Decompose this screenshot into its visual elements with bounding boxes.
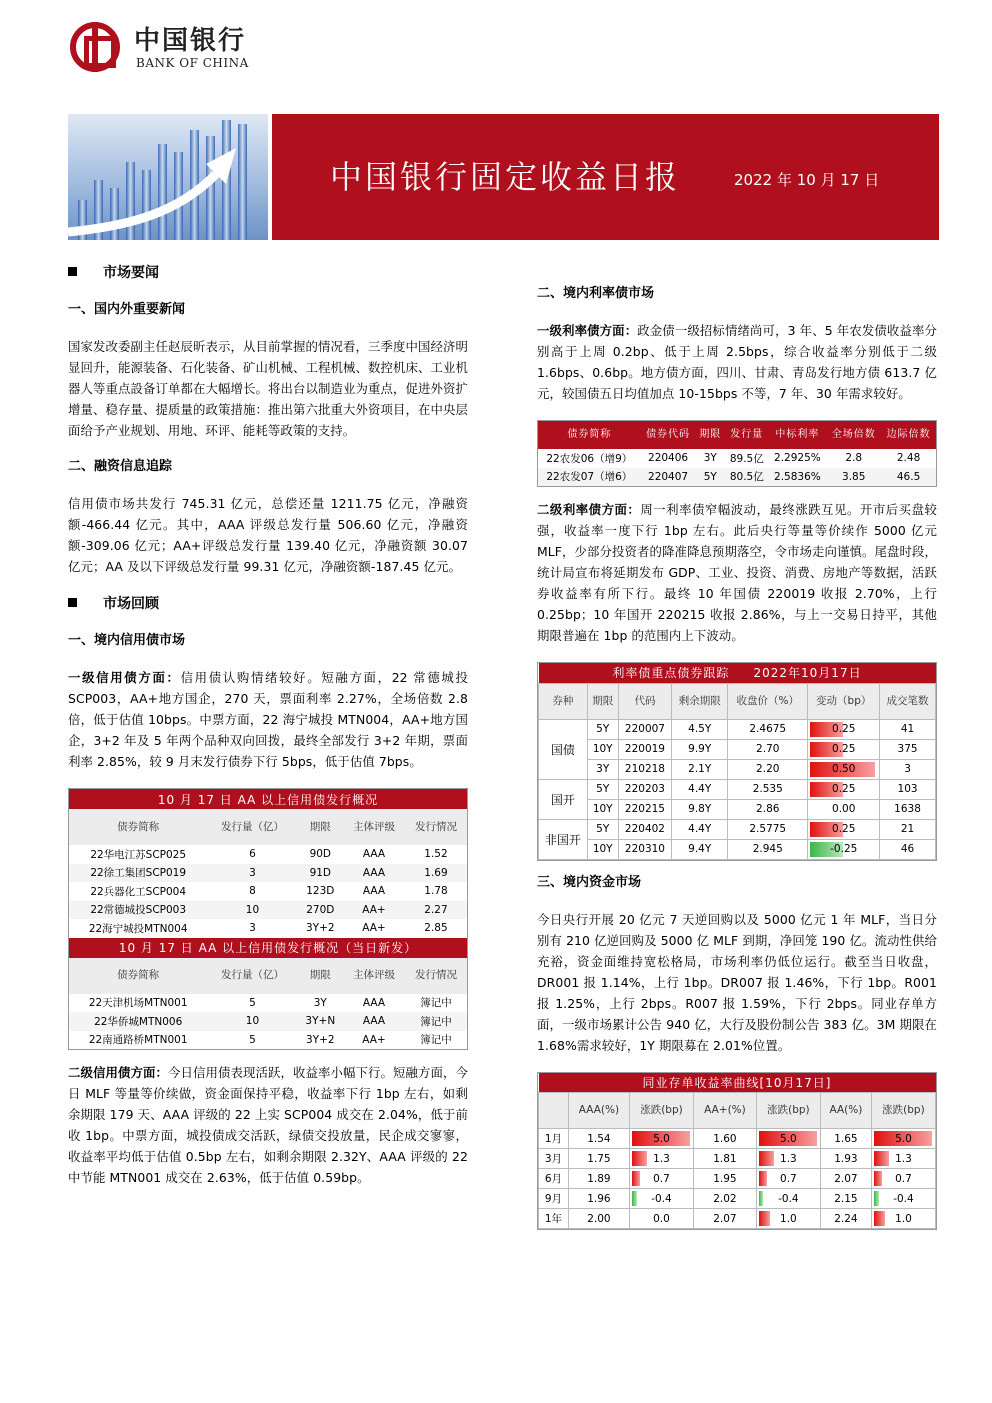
table-cell: 22天津机场MTN001 (88, 997, 188, 1010)
table-cell: 9月 (539, 1189, 569, 1209)
subsection-finance: 二、融资信息追踪 (68, 459, 173, 474)
table-cell: 1.54 (568, 1129, 629, 1149)
table-cell: 46 (880, 839, 936, 859)
table-cell: 1.65 (820, 1129, 871, 1149)
subsection-rate-market: 二、境内利率债市场 (537, 286, 655, 301)
table-header (539, 1093, 569, 1129)
table-cell: AA+ (362, 1033, 386, 1046)
table-cell: 1.75 (568, 1149, 629, 1169)
credit-table-title-new: 10 月 17 日 AA 以上信用债发行概况（当日新发） (69, 938, 467, 958)
report-banner (68, 114, 939, 240)
table-cell: 220407 (648, 470, 689, 483)
table-cell: 1.89 (568, 1169, 629, 1189)
table-header: 中标利率 (768, 421, 826, 449)
table-cell: 220310 (618, 839, 672, 859)
table-cell: AA+ (362, 903, 386, 916)
table-cell: 22常德城投SCP003 (90, 904, 187, 917)
finance-paragraph: 信用债市场共发行 745.31 亿元，总偿还量 1211.75 亿元，净融资额-466.44 亿元。其中，AAA 评级总发行量 506.60 亿元，净融资额-309.06 亿元；AA+评级总发行量 139.40 亿元，净融资额 30.07 亿元；AA 及以下评级总发行量 99.31 亿元，净融资额-187.45 亿元。 (68, 496, 468, 574)
change-bar (632, 1191, 637, 1206)
change-cell: 0.25 (808, 779, 880, 799)
change-bar (874, 1211, 886, 1226)
table-row (539, 819, 936, 839)
table-row (539, 1189, 936, 1209)
table-cell: 103 (880, 779, 936, 799)
table-cell: 41 (880, 719, 936, 739)
change-cell: 5.0 (629, 1129, 693, 1149)
change-bar (759, 1171, 767, 1186)
table-cell: 2.24 (820, 1209, 871, 1229)
table-cell: 3Y (313, 996, 327, 1009)
table-cell: 簿记中 (420, 1034, 452, 1047)
table-header: 代码 (618, 683, 672, 719)
table-cell: 46.5 (896, 470, 921, 483)
bond-type-cell: 国开 (539, 779, 588, 819)
change-cell: 1.3 (629, 1149, 693, 1169)
key-bond-table-title: 利率债重点债券跟踪 2022年10月17日 (539, 663, 936, 683)
table-cell: 3Y (587, 759, 618, 779)
table-header: 主体评级 (343, 809, 405, 845)
change-cell: -0.4 (756, 1189, 820, 1209)
table-cell: 2.5775 (728, 819, 808, 839)
table-row (539, 1209, 936, 1229)
table-row (538, 449, 936, 468)
table-cell: 2.07 (820, 1169, 871, 1189)
table-cell: 220402 (618, 819, 672, 839)
logo-english-name: BANK OF CHINA (136, 56, 249, 70)
table-cell: 1年 (539, 1209, 569, 1229)
table-header: 发行情况 (405, 809, 467, 845)
change-cell: 0.7 (629, 1169, 693, 1189)
table-cell: 2.00 (568, 1209, 629, 1229)
table-cell: 4.5Y (672, 719, 728, 739)
table-header: 期限 (298, 809, 343, 845)
table-cell: 21 (880, 819, 936, 839)
table-cell: 22农发07（增6） (546, 471, 633, 484)
table-cell: 22徐工集团SCP019 (90, 867, 187, 880)
key-bond-table (537, 662, 937, 861)
table-cell: 270D (306, 903, 335, 916)
change-cell: 0.00 (808, 799, 880, 819)
report-date: 2022 年 10 月 17 日 (734, 171, 880, 189)
table-cell: 22兵器化工SCP004 (90, 885, 187, 898)
subsection-money-market: 三、境内资金市场 (537, 874, 642, 890)
right-column (537, 284, 937, 1242)
table-cell: 1.81 (694, 1149, 757, 1169)
table-row (69, 994, 467, 1013)
rising-chart-image (68, 114, 272, 240)
table-cell: 9.8Y (672, 799, 728, 819)
table-row (538, 468, 936, 487)
table-cell: 1638 (880, 799, 936, 819)
change-bar (874, 1171, 882, 1186)
table-cell: 89.5亿 (729, 452, 764, 465)
table-header: 涨跌(bp) (871, 1093, 935, 1129)
table-cell: 2.15 (820, 1189, 871, 1209)
change-bar (632, 1171, 640, 1186)
cd-yield-table (537, 1072, 937, 1231)
table-cell: 4.4Y (672, 819, 728, 839)
left-column (68, 262, 468, 1204)
table-row (69, 882, 467, 901)
change-bar (874, 1191, 879, 1206)
table-cell: 3 (249, 866, 256, 879)
subsection-news: 一、国内外重要新闻 (68, 302, 186, 317)
table-cell: 2.20 (728, 759, 808, 779)
table-cell: 3 (880, 759, 936, 779)
change-cell: -0.4 (871, 1189, 935, 1209)
table-cell: AAA (362, 848, 386, 861)
table-header: 涨跌(bp) (756, 1093, 820, 1129)
table-header: AA(%) (820, 1093, 871, 1129)
change-bar (759, 1151, 774, 1166)
table-cell: 91D (309, 866, 332, 879)
news-paragraph: 国家发改委副主任赵辰昕表示，从目前掌握的情况看，三季度中国经济明显回升，能源装备、石化装备、矿山机械、工程机械、数控机床、工业机器人等重点設备订单都在大幅增长。将出台以制造业为重点，促进外资扩增量、稳存量、提质量的政策措施：推出第六批重大外资项目，在中央层面给予产业规划、用地、环评、能耗等政策的支持。 (68, 339, 468, 438)
table-cell: 3Y+2 (306, 922, 335, 935)
table-row (539, 1129, 936, 1149)
table-cell: 1.96 (568, 1189, 629, 1209)
table-cell: 5 (249, 996, 256, 1009)
section-market-review: 市场回顾 (68, 593, 468, 615)
change-cell: 0.50 (808, 759, 880, 779)
table-row (539, 839, 936, 859)
table-header: 期限 (695, 421, 725, 449)
table-cell: 220406 (648, 452, 689, 465)
subsection-credit-market: 一、境内信用债市场 (68, 633, 186, 648)
table-header: 成交笔数 (880, 683, 936, 719)
table-header: 剩余期限 (672, 683, 728, 719)
table-header: 发行量（亿） (207, 958, 297, 994)
table-cell: 1.60 (694, 1129, 757, 1149)
table-row (539, 759, 936, 779)
money-market-paragraph: 今日央行开展 20 亿元 7 天逆回购以及 5000 亿元 1 年 MLF，当日分别有 210 亿逆回购及 5000 亿 MLF 到期，净回笼 190 亿。流动性供给充裕，资金面维持宽松格局，市场利率仍低位运行。截至当日收盘，DR001 报 1.14%，上行 1bp。DR007 报 1.46%，下行 1bp。R001 报 1.25%，上行 2bps。R007 报 1.59%，下行 2bps。同业存单方面，一级市场累计公告 940 亿，大行及股份制公告 383 亿。3M 期限在 1.68%需求较好，1Y 期限募在 2.01%位置。 (537, 911, 937, 1053)
change-cell: -0.25 (808, 839, 880, 859)
credit-issuance-table (68, 788, 468, 1050)
table-cell: 1.78 (424, 885, 448, 898)
table-cell: 210218 (618, 759, 672, 779)
table-cell: 6月 (539, 1169, 569, 1189)
table-cell: 6 (249, 848, 256, 861)
table-cell: 1.93 (820, 1149, 871, 1169)
table-cell: 220203 (618, 779, 672, 799)
table-cell: 10Y (587, 739, 618, 759)
change-cell: 1.0 (871, 1209, 935, 1229)
change-cell: 5.0 (871, 1129, 935, 1149)
table-cell: 80.5亿 (729, 471, 764, 484)
table-cell: 123D (306, 885, 335, 898)
table-cell: 2.02 (694, 1189, 757, 1209)
table-cell: 3.85 (842, 470, 866, 483)
change-cell: 0.7 (756, 1169, 820, 1189)
table-header: 涨跌(bp) (629, 1093, 693, 1129)
table-header: 全场倍数 (826, 421, 881, 449)
table-row (539, 779, 936, 799)
change-cell: 1.0 (756, 1209, 820, 1229)
growth-arrow-icon (68, 114, 272, 240)
table-header: AAA(%) (568, 1093, 629, 1129)
table-cell: 5Y (587, 719, 618, 739)
credit-secondary-paragraph: 二级信用债方面：今日信用债表现活跃，收益率小幅下行。短融方面，今日 MLF 等量等价续做，资金面保持平稳，收益率下行 1bp 左右，如剩余期限 179 天、AAA 评级的 22 上实 SCP004 成交在 2.04%，低于前收 1bp。中票方面，城投债成交活跃，绿债交投放量，民企成交寥寥，收益率平均低于估值 0.5bp 左右，如剩余期限 2.32Y、AAA 评级的 22 中节能 MTN001 成交在 2.63%，低于估值 0.59bp。 (68, 1065, 468, 1185)
rate-secondary-paragraph: 二级利率债方面：周一利率债窄幅波动，最终涨跌互见。开市后买盘较强，收益率一度下行 1bp 左右。此后央行等量等价续作 5000 亿元 MLF，少部分投资者的降准降息预期落空，令市场走向谨慎。尾盘时段，统计局宣布将延期发布 GDP、工业、投资、消费、房地产等数据，活跃券收益率有所下行。最终 10 年国债 220019 收报 2.70%，上行 0.25bp；10 年国开 220215 收报 2.86%，与上一交易日持平，其他期限普遍在 1bp 的范围内上下波动。 (537, 502, 937, 643)
table-header: 期限 (587, 683, 618, 719)
change-cell: 5.0 (756, 1129, 820, 1149)
table-cell: 2.2925% (774, 452, 821, 465)
table-cell: 10Y (587, 839, 618, 859)
table-cell: 2.86 (728, 799, 808, 819)
bond-type-cell: 国债 (539, 719, 588, 779)
table-cell: 22农发06（增9） (546, 452, 633, 465)
change-cell: 1.3 (871, 1149, 935, 1169)
change-cell: 0.25 (808, 739, 880, 759)
table-header: 主体评级 (343, 958, 405, 994)
report-title: 中国银行固定收益日报 (330, 158, 681, 196)
table-cell: 3Y (703, 452, 717, 465)
table-cell: 3 (249, 922, 256, 935)
table-cell: 2.8 (845, 452, 863, 465)
change-bar (759, 1211, 771, 1226)
table-header: 债券简称 (538, 421, 641, 449)
cd-table-title: 同业存单收益率曲线[10月17日] (539, 1073, 936, 1093)
table-cell: 9.9Y (672, 739, 728, 759)
logo-chinese-name: 中国银行 (134, 26, 247, 56)
change-bar (874, 1151, 889, 1166)
change-bar (632, 1151, 647, 1166)
table-cell: 10 (245, 1015, 260, 1028)
table-cell: 5Y (703, 470, 717, 483)
table-cell: 10Y (587, 799, 618, 819)
table-row (539, 739, 936, 759)
table-header: 变动（bp） (808, 683, 880, 719)
bank-logo (70, 20, 270, 76)
table-cell: 5 (249, 1033, 256, 1046)
table-cell: 220019 (618, 739, 672, 759)
change-cell: 1.3 (756, 1149, 820, 1169)
table-cell: 220007 (618, 719, 672, 739)
table-cell: AAA (362, 996, 386, 1009)
table-header: 债券简称 (69, 958, 207, 994)
table-cell: 1.69 (424, 866, 448, 879)
rate-primary-paragraph: 一级利率债方面：政金债一级招标情绪尚可，3 年、5 年农发债收益率分别高于上周 0.2bp、低于上周 2.5bps，综合收益率分别低于二级 1.6bps、0.6bp。地方债方面，四川、甘肃、青岛发行地方债 613.7 亿元，较国债五日均值加点 10-15bps 不等，7 年、30 年需求较好。 (537, 323, 937, 401)
table-cell: 1月 (539, 1129, 569, 1149)
table-row (69, 1012, 467, 1031)
table-row (69, 864, 467, 883)
table-cell: 22华侨城MTN006 (94, 1015, 183, 1028)
credit-table-title: 10 月 17 日 AA 以上信用债发行概况 (69, 789, 467, 809)
table-header: 期限 (298, 958, 343, 994)
table-header: 发行量（亿） (207, 809, 297, 845)
table-row (539, 799, 936, 819)
table-header: 收盘价（%） (728, 683, 808, 719)
credit-primary-paragraph: 一级信用债方面：信用债认购情绪较好。短融方面，22 常德城投 SCP003，AA+地方国企，270 天，票面利率 2.27%，全场倍数 2.8 倍，低于估值 10bps。中票方面，22 海宁城投 MTN004，AA+地方国企，3+2 年及 5 年两个品种双向回拨，最终全部发行 3+2 年期，票面利率 2.85%，较 9 月末发行债券下行 5bps，低于估值 7bps。 (68, 670, 468, 769)
table-cell: 375 (880, 739, 936, 759)
table-cell: 2.48 (896, 452, 921, 465)
table-row (539, 1169, 936, 1189)
table-cell: 2.5836% (774, 470, 821, 483)
table-cell: 22南通路桥MTN001 (88, 1034, 188, 1047)
table-cell: 2.85 (424, 922, 448, 935)
table-row (69, 845, 467, 864)
change-cell: 0.7 (871, 1169, 935, 1189)
table-cell: 3月 (539, 1149, 569, 1169)
table-row (539, 1149, 936, 1169)
table-cell: 2.1Y (672, 759, 728, 779)
change-cell: 0.0 (629, 1209, 693, 1229)
table-header: 边际倍数 (881, 421, 936, 449)
change-cell: 0.25 (808, 719, 880, 739)
section-market-news: 市场要闻 (68, 262, 468, 284)
table-cell: AA+ (362, 922, 386, 935)
table-cell: 90D (309, 848, 332, 861)
table-row (539, 719, 936, 739)
table-cell: 1.52 (424, 848, 448, 861)
table-cell: 2.535 (728, 779, 808, 799)
table-cell: 4.4Y (672, 779, 728, 799)
table-cell: 8 (249, 885, 256, 898)
table-cell: 220215 (618, 799, 672, 819)
table-cell: 22海宁城投MTN004 (88, 922, 188, 935)
table-cell: 2.70 (728, 739, 808, 759)
change-bar (759, 1191, 764, 1206)
table-cell: 2.945 (728, 839, 808, 859)
table-cell: 10 (245, 903, 260, 916)
table-cell: 5Y (587, 779, 618, 799)
table-cell: AAA (362, 1015, 386, 1028)
bank-of-china-emblem-icon (70, 22, 120, 72)
table-cell: 2.07 (694, 1209, 757, 1229)
table-row (69, 1031, 467, 1050)
table-cell: 1.95 (694, 1169, 757, 1189)
table-row (69, 919, 467, 938)
change-cell: 0.25 (808, 819, 880, 839)
table-cell: AAA (362, 866, 386, 879)
table-cell: 5Y (587, 819, 618, 839)
table-cell: AAA (362, 885, 386, 898)
table-header: AA+(%) (694, 1093, 757, 1129)
table-header: 发行量 (725, 421, 768, 449)
table-header: 债券简称 (69, 809, 207, 845)
table-header: 券种 (539, 683, 588, 719)
table-header: 债券代码 (641, 421, 696, 449)
table-header: 发行情况 (405, 958, 467, 994)
table-cell: 2.4675 (728, 719, 808, 739)
table-cell: 3Y+2 (306, 1033, 335, 1046)
tender-table (537, 420, 937, 487)
bond-type-cell: 非国开 (539, 819, 588, 859)
table-cell: 22华电江苏SCP025 (90, 848, 187, 861)
table-cell: 3Y+N (305, 1015, 336, 1028)
table-cell: 簿记中 (420, 997, 452, 1010)
table-cell: 9.4Y (672, 839, 728, 859)
table-cell: 2.27 (424, 903, 448, 916)
change-cell: -0.4 (629, 1189, 693, 1209)
table-row (69, 901, 467, 920)
table-cell: 簿记中 (420, 1015, 452, 1028)
